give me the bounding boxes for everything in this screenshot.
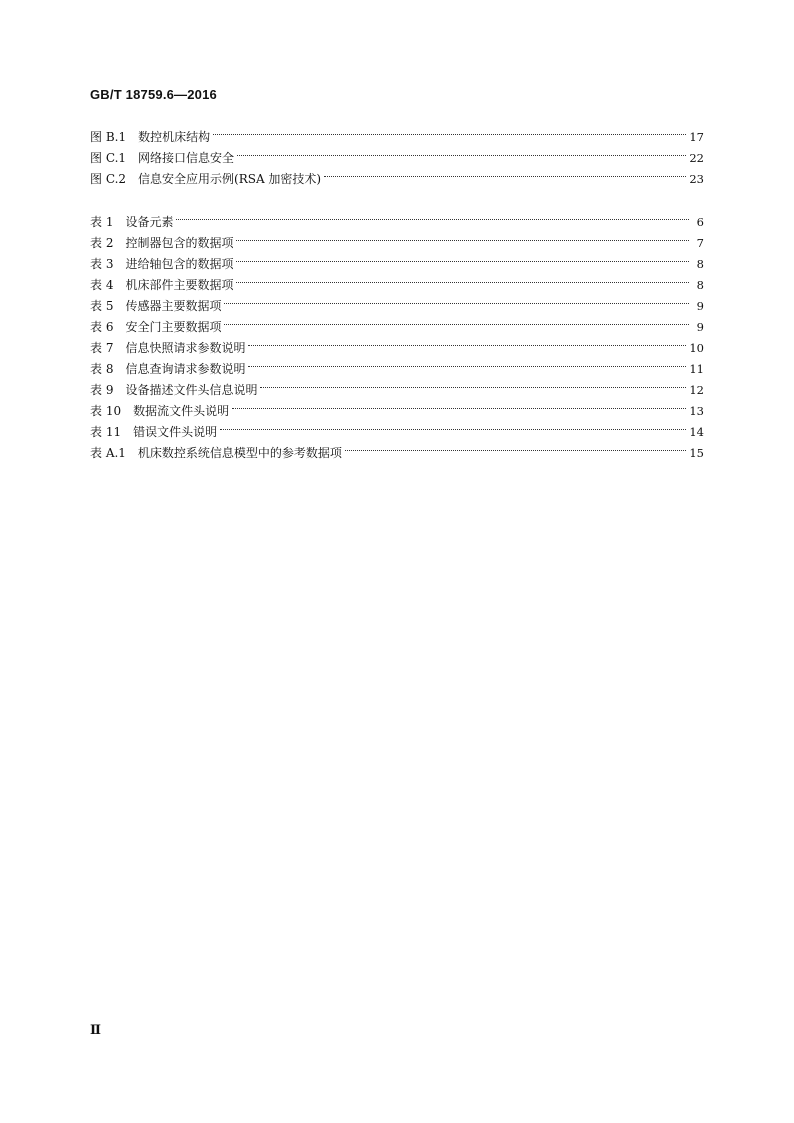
dot-leader xyxy=(213,120,686,141)
toc-entry-table-2[interactable] xyxy=(90,226,704,250)
toc-entry-label: 表 4 机床部件主要数据项 xyxy=(90,278,234,292)
dot-leader xyxy=(176,205,689,226)
toc-entry-label: 表 7 信息快照请求参数说明 xyxy=(90,341,246,355)
toc-entry-page: 13 xyxy=(689,404,704,418)
dot-leader xyxy=(324,162,686,183)
figure-list xyxy=(90,120,704,186)
toc-entry-page: 9 xyxy=(696,299,704,313)
standard-code: GB/T 18759.6—2016 xyxy=(90,87,217,102)
toc-entry-page: 8 xyxy=(696,278,704,292)
toc-entry-figure-b1[interactable] xyxy=(90,120,704,144)
toc-entry-page: 7 xyxy=(696,236,704,250)
toc-entry-page: 14 xyxy=(689,425,704,439)
toc-entry-label: 图 C.1 网络接口信息安全 xyxy=(90,151,235,165)
toc-entry-label: 表 2 控制器包含的数据项 xyxy=(90,236,234,250)
dot-leader xyxy=(260,373,686,394)
dot-leader xyxy=(224,310,689,331)
dot-leader xyxy=(248,331,686,352)
toc-entry-page: 11 xyxy=(689,362,704,376)
toc-entry-table-1[interactable] xyxy=(90,205,704,229)
toc-entry-label: 表 5 传感器主要数据项 xyxy=(90,299,222,313)
dot-leader xyxy=(224,289,689,310)
dot-leader xyxy=(345,436,686,457)
toc-entry-label: 表 8 信息查询请求参数说明 xyxy=(90,362,246,376)
toc-entry-label: 表 10 数据流文件头说明 xyxy=(90,404,230,418)
toc-entry-label: 图 B.1 数控机床结构 xyxy=(90,130,211,144)
dot-leader xyxy=(237,141,686,162)
toc-entry-page: 6 xyxy=(696,215,704,229)
toc-entry-page: 10 xyxy=(689,341,704,355)
toc-entry-label: 表 9 设备描述文件头信息说明 xyxy=(90,383,258,397)
toc-entry-label: 表 A.1 机床数控系统信息模型中的参考数据项 xyxy=(90,446,342,460)
toc-entry-label: 表 3 进给轴包含的数据项 xyxy=(90,257,234,271)
dot-leader xyxy=(248,352,686,373)
dot-leader xyxy=(232,394,686,415)
page-number: Ⅱ xyxy=(90,1022,101,1037)
toc-entry-label: 表 1 设备元素 xyxy=(90,215,174,229)
dot-leader xyxy=(236,226,689,247)
toc-entry-label: 图 C.2 信息安全应用示例(RSA 加密技术) xyxy=(90,172,322,186)
toc-entry-page: 22 xyxy=(689,151,704,165)
toc-entry-page: 15 xyxy=(689,446,704,460)
dot-leader xyxy=(220,415,686,436)
dot-leader xyxy=(236,268,689,289)
toc-entry-page: 8 xyxy=(696,257,704,271)
dot-leader xyxy=(236,247,689,268)
toc-entry-page: 12 xyxy=(689,383,704,397)
toc-entry-page: 9 xyxy=(696,320,704,334)
table-list xyxy=(90,205,704,460)
toc-entry-page: 23 xyxy=(689,172,704,186)
toc-entry-label: 表 11 错误文件头说明 xyxy=(90,425,218,439)
toc-entry-page: 17 xyxy=(689,130,704,144)
toc-entry-label: 表 6 安全门主要数据项 xyxy=(90,320,222,334)
